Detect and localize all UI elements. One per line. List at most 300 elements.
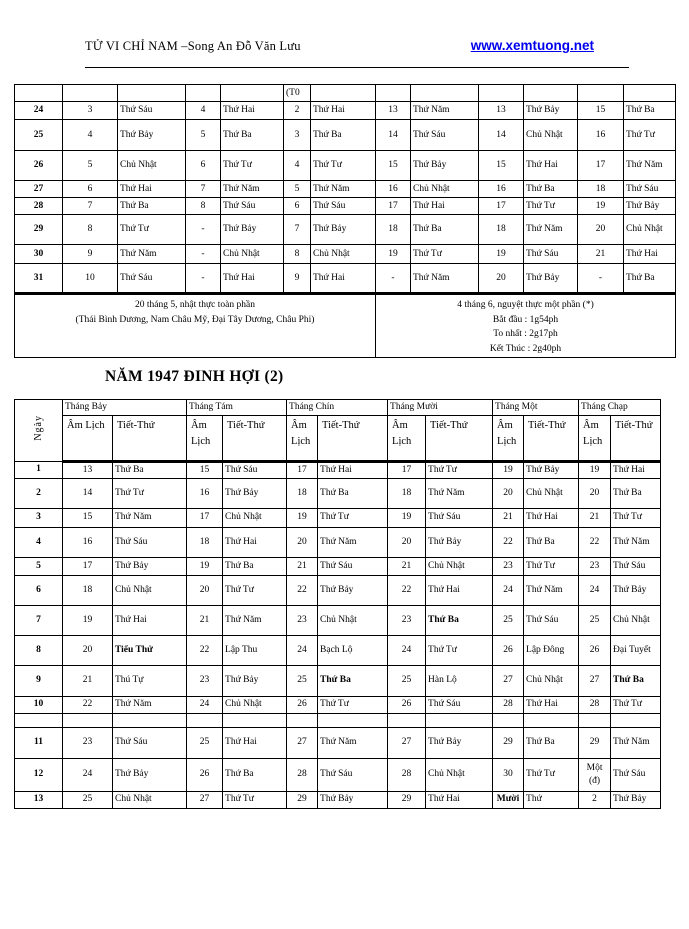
blank-header-cell [411,85,479,102]
calendar-row [15,508,661,527]
solar-eclipse-note [15,294,376,358]
lunar-date-cell: 7 [63,198,118,215]
weekday-cell: Thứ Năm [118,245,186,264]
lunar-date-cell: 7 [284,215,311,245]
calendar-row [15,461,661,478]
weekday-cell: Chủ Nhật [113,791,187,808]
weekday-cell: Thứ Năm [311,181,376,198]
calendar-row [15,264,676,294]
lunar-date-cell: 25 [388,665,426,696]
lunar-date-cell: 3 [63,102,118,120]
weekday-cell: Thứ Hai [221,264,284,294]
weekday-cell: Thứ Hai [611,461,661,478]
weekday-cell: Chủ Nhật [624,215,676,245]
lunar-column-header: Âm Lịch [287,415,318,461]
weekday-cell: Thứ Bảy [611,791,661,808]
calendar-row [15,758,661,791]
weekday-cell: Thứ Năm [318,527,388,557]
weekday-cell: Thứ Bảy [113,557,187,575]
term-column-header: Tiết-Thứ [223,415,287,461]
lunar-date-cell: 14 [63,478,113,508]
lunar-date-cell: 23 [579,557,611,575]
blank-cell [611,713,661,727]
weekday-cell: Thứ Ba [624,102,676,120]
lunar-date-cell: 27 [579,665,611,696]
lunar-date-cell: 25 [493,605,524,635]
weekday-cell: Thứ Sáu [113,527,187,557]
lunar-date-cell: 22 [287,575,318,605]
month-header: Tháng Bảy [63,400,187,416]
weekday-cell: Đại Tuyết [611,635,661,665]
lunar-date-cell: 9 [63,245,118,264]
note-line: Bắt đầu : 1g54ph [492,314,559,325]
weekday-cell: Thứ Tư [311,151,376,181]
lunar-date-cell: 28 [493,696,524,713]
calendar-row [15,727,661,758]
lunar-date-cell: 17 [578,151,624,181]
blank-cell [63,713,113,727]
weekday-cell: Chủ Nhật [118,151,186,181]
lunar-date-cell: 14 [376,120,411,151]
blank-header-cell [63,85,118,102]
day-row-label: 11 [15,727,63,758]
lunar-date-cell: 27 [187,791,223,808]
lunar-date-cell: 26 [579,635,611,665]
day-row-label: 1 [15,461,63,478]
lunar-date-cell: 24 [63,758,113,791]
lunar-date-cell: 2 [284,102,311,120]
weekday-cell: Thứ Năm [113,508,187,527]
weekday-cell: Thứ Bảy [118,120,186,151]
weekday-cell: Thú Tự [113,665,187,696]
lunar-date-cell: - [376,264,411,294]
calendar-row [15,665,661,696]
term-column-header: Tiết-Thứ [318,415,388,461]
weekday-cell: Thứ Ba [318,665,388,696]
weekday-cell: Lập Thu [223,635,287,665]
lunar-date-cell: 13 [63,461,113,478]
weekday-cell: Thứ Năm [113,696,187,713]
blank-cell [426,713,493,727]
weekday-cell: Thứ Sáu [223,461,287,478]
weekday-cell: Chủ Nhật [524,478,579,508]
weekday-cell: Chủ Nhật [221,245,284,264]
lunar-date-cell: 20 [388,527,426,557]
lunar-date-cell: 18 [388,478,426,508]
weekday-cell: Thứ Tư [611,696,661,713]
term-column-header: Tiết-Thứ [524,415,579,461]
weekday-cell: Thứ Tư [118,215,186,245]
weekday-cell: Thứ Ba [524,727,579,758]
weekday-cell: Thứ Năm [524,215,578,245]
lunar-date-cell: 21 [493,508,524,527]
weekday-cell: Chủ Nhật [426,557,493,575]
lunar-date-cell: 29 [579,727,611,758]
weekday-cell: Thứ Hai [411,198,479,215]
weekday-cell: Thứ Sáu [611,557,661,575]
lunar-date-cell: 19 [578,198,624,215]
weekday-cell: Thứ Hai [311,264,376,294]
lunar-column-header: Âm Lịch [579,415,611,461]
weekday-cell: Thứ Ba [411,215,479,245]
blank-header-cell [479,85,524,102]
weekday-cell: Thứ Hai [624,245,676,264]
note-line: Kết Thúc : 2g40ph [489,343,562,354]
weekday-cell: Thứ Tư [524,198,578,215]
lunar-date-cell: 23 [388,605,426,635]
lunar-date-cell: 10 [63,264,118,294]
lunar-date-cell: 24 [388,635,426,665]
weekday-cell: Thứ Hai [426,791,493,808]
lunar-date-cell: 21 [579,508,611,527]
calendar-row [15,791,661,808]
month-header: Tháng Tám [187,400,287,416]
weekday-cell: Thứ Năm [411,264,479,294]
lunar-date-cell: 20 [493,478,524,508]
july-december-1947-calendar-table [14,399,661,809]
blank-header-cell [118,85,186,102]
month-header: Tháng Chín [287,400,388,416]
lunar-date-cell: 28 [388,758,426,791]
lunar-date-cell: 18 [376,215,411,245]
term-column-header: Tiết-Thứ [113,415,187,461]
lunar-date-cell: - [186,264,221,294]
weekday-cell: Thứ Tư [223,791,287,808]
weekday-cell: Thứ Hai [223,727,287,758]
blank-cell [187,713,223,727]
month-header: Tháng Một [493,400,579,416]
calendar-row [15,181,676,198]
lunar-date-cell: 17 [388,461,426,478]
weekday-cell: Chủ Nhật [411,181,479,198]
blank-cell [318,713,388,727]
lunar-date-cell: 29 [388,791,426,808]
weekday-cell: Thứ Năm [611,727,661,758]
weekday-cell: Thứ Năm [318,727,388,758]
lunar-column-header: Âm Lịch [63,415,113,461]
month-header: Tháng Mười [388,400,493,416]
weekday-cell: Thứ Tư [426,635,493,665]
weekday-cell: Thứ Ba [624,264,676,294]
weekday-cell: Chủ Nhật [524,120,578,151]
weekday-cell: Thứ Bảy [624,198,676,215]
lunar-date-cell: 23 [187,665,223,696]
lunar-date-cell: 19 [287,508,318,527]
lunar-date-cell: 2 [579,791,611,808]
weekday-cell: Thứ Sáu [426,508,493,527]
calendar-row [15,102,676,120]
weekday-cell: Thứ Hai [524,508,579,527]
weekday-cell: Thứ Tư [318,696,388,713]
calendar-row [15,120,676,151]
lunar-date-cell: 24 [493,575,524,605]
weekday-cell: Thứ Ba [524,527,579,557]
day-row-label: 2 [15,478,63,508]
lunar-date-cell: - [186,215,221,245]
lunar-column-header: Âm Lịch [187,415,223,461]
lunar-date-cell: Mười [493,791,524,808]
calendar-row [15,635,661,665]
weekday-cell: Thứ Bảy [524,264,578,294]
day-row-label: 13 [15,791,63,808]
lunar-date-cell: 18 [63,575,113,605]
lunar-date-cell: 25 [579,605,611,635]
lunar-date-cell: 24 [187,696,223,713]
weekday-cell: Chủ Nhật [318,605,388,635]
blank-header-cell [524,85,578,102]
date-row-label: 25 [15,120,63,151]
weekday-cell: Thứ Tư [611,508,661,527]
page-header [85,38,594,54]
weekday-cell: Thứ Tư [524,758,579,791]
note-line: (Thái Bình Dương, Nam Châu Mỹ, Đại Tây Dương, Châu Phi) [75,314,315,325]
spacer-row [15,713,661,727]
website-link[interactable]: www.xemtuong.net [470,38,594,53]
lunar-date-cell: 22 [579,527,611,557]
calendar-row [15,575,661,605]
may-june-1947-calendar-table [14,84,676,358]
blank-header-cell [578,85,624,102]
day-row-label: 7 [15,605,63,635]
lunar-date-cell: 27 [388,727,426,758]
lunar-column-header: Âm Lịch [493,415,524,461]
weekday-cell: Thứ Sáu [411,120,479,151]
lunar-date-cell: 8 [186,198,221,215]
lunar-date-cell: 22 [63,696,113,713]
calendar-row [15,215,676,245]
date-row-label: 29 [15,215,63,245]
blank-cell [579,713,611,727]
lunar-date-cell: 19 [479,245,524,264]
lunar-date-cell: 28 [579,696,611,713]
lunar-date-cell: 17 [376,198,411,215]
month-header: Tháng Chạp [579,400,661,416]
lunar-date-cell: 5 [284,181,311,198]
lunar-date-cell: 25 [287,665,318,696]
blank-cell [113,713,187,727]
blank-cell [287,713,318,727]
weekday-cell: Thứ Tư [524,557,579,575]
lunar-date-cell: - [578,264,624,294]
calendar-row [15,198,676,215]
day-row-label [15,713,63,727]
lunar-date-cell: 19 [376,245,411,264]
term-column-header: Tiết-Thứ [426,415,493,461]
weekday-cell: Thứ Sáu [426,696,493,713]
day-row-label: 4 [15,527,63,557]
blank-cell [223,713,287,727]
lunar-date-cell: 8 [63,215,118,245]
blank-cell [493,713,524,727]
weekday-cell: Thứ Ba [118,198,186,215]
weekday-cell: Thứ Bảy [524,102,578,120]
weekday-cell: Thứ Năm [426,478,493,508]
weekday-cell: Thứ Tư [624,120,676,151]
lunar-date-cell: 23 [63,727,113,758]
note-line: To nhất : 2g17ph [493,329,558,339]
weekday-cell: Thứ Hai [524,696,579,713]
lunar-date-cell: 20 [578,215,624,245]
lunar-date-cell: 15 [63,508,113,527]
day-row-label: 5 [15,557,63,575]
lunar-date-cell: Một (đ) [579,758,611,791]
lunar-date-cell: 17 [479,198,524,215]
day-row-label: 12 [15,758,63,791]
calendar-row [15,245,676,264]
lunar-date-cell: 17 [287,461,318,478]
lunar-date-cell: 16 [63,527,113,557]
weekday-cell: Thứ Ba [113,461,187,478]
lunar-date-cell: 6 [284,198,311,215]
weekday-cell: Thứ Sáu [118,102,186,120]
lunar-date-cell: 16 [187,478,223,508]
weekday-cell: Thứ Sáu [311,198,376,215]
weekday-cell: Thứ Hai [221,102,284,120]
lunar-date-cell: 8 [284,245,311,264]
weekday-cell: Thứ Ba [223,758,287,791]
weekday-cell: Thứ Hai [223,527,287,557]
blank-header-cell [221,85,284,102]
lunar-date-cell: - [186,245,221,264]
weekday-cell: Thứ Bảy [113,758,187,791]
lunar-eclipse-note [376,294,676,358]
blank-cell [388,713,426,727]
weekday-cell: Thứ Bảy [223,478,287,508]
lunar-date-cell: 23 [287,605,318,635]
weekday-cell: Thứ Tư [223,575,287,605]
weekday-cell: Thứ Hai [311,102,376,120]
lunar-date-cell: 25 [187,727,223,758]
lunar-date-cell: 4 [63,120,118,151]
document-title: TỬ VI CHỈ NAM –Song An Đỗ Văn Lưu [85,39,301,53]
weekday-cell: Chủ Nhật [223,696,287,713]
weekday-cell: Chủ Nhật [311,245,376,264]
weekday-cell: Thứ Sáu [624,181,676,198]
weekday-cell: Thứ Sáu [113,727,187,758]
weekday-cell: Chủ Nhật [524,665,579,696]
lunar-date-cell: 5 [63,151,118,181]
document-page [0,38,689,929]
weekday-cell: Chủ Nhật [426,758,493,791]
weekday-cell: Thứ Hai [426,575,493,605]
lunar-date-cell: 9 [284,264,311,294]
date-row-label: 28 [15,198,63,215]
lunar-date-cell: 28 [287,758,318,791]
lunar-date-cell: 15 [187,461,223,478]
lunar-column-header: Âm Lịch [388,415,426,461]
lunar-date-cell: 25 [63,791,113,808]
weekday-cell: Tiểu Thử [113,635,187,665]
weekday-cell: Thứ Bảy [318,575,388,605]
blank-header-cell [15,85,63,102]
lunar-date-cell: 26 [287,696,318,713]
lunar-date-cell: 15 [479,151,524,181]
date-row-label: 27 [15,181,63,198]
weekday-cell: Lập Đông [524,635,579,665]
weekday-cell: Thứ Tư [113,478,187,508]
lunar-date-cell: 22 [187,635,223,665]
weekday-cell: Thứ Năm [611,527,661,557]
corner-note-cell: (T0 [284,85,311,102]
lunar-date-cell: 16 [479,181,524,198]
day-row-label: 3 [15,508,63,527]
weekday-cell: Thứ Năm [624,151,676,181]
weekday-cell: Thứ Ba [524,181,578,198]
lunar-date-cell: 17 [63,557,113,575]
lunar-date-cell: 26 [388,696,426,713]
date-row-label: 24 [15,102,63,120]
weekday-cell: Thứ Bảy [611,575,661,605]
lunar-date-cell: 29 [493,727,524,758]
lunar-date-cell: 20 [479,264,524,294]
weekday-cell: Thứ Tư [426,461,493,478]
lunar-date-cell: 20 [287,527,318,557]
lunar-date-cell: 15 [376,151,411,181]
calendar-row [15,605,661,635]
lunar-date-cell: 22 [493,527,524,557]
weekday-cell: Thứ Bảy [411,151,479,181]
weekday-cell: Thứ Sáu [524,605,579,635]
weekday-cell: Thứ Sáu [318,557,388,575]
day-row-label: 9 [15,665,63,696]
calendar-row [15,478,661,508]
weekday-cell: Thứ Ba [221,120,284,151]
weekday-cell: Thứ Ba [426,605,493,635]
lunar-date-cell: 21 [388,557,426,575]
lunar-date-cell: 3 [284,120,311,151]
lunar-date-cell: 16 [578,120,624,151]
lunar-date-cell: 18 [578,181,624,198]
lunar-date-cell: 21 [187,605,223,635]
weekday-cell: Thứ Sáu [118,264,186,294]
lunar-date-cell: 19 [388,508,426,527]
blank-header-cell [186,85,221,102]
weekday-cell: Thứ Tư [221,151,284,181]
weekday-cell: Thứ Sáu [611,758,661,791]
lunar-date-cell: 21 [63,665,113,696]
lunar-date-cell: 26 [187,758,223,791]
weekday-cell: Thứ Ba [318,478,388,508]
weekday-cell: Thứ Năm [524,575,579,605]
blank-header-cell [311,85,376,102]
lunar-date-cell: 19 [493,461,524,478]
weekday-cell: Thứ Ba [223,557,287,575]
lunar-date-cell: 13 [376,102,411,120]
blank-header-cell [376,85,411,102]
calendar-row [15,151,676,181]
weekday-cell: Thứ Hai [318,461,388,478]
lunar-date-cell: 21 [578,245,624,264]
weekday-cell: Thứ Tư [411,245,479,264]
weekday-cell: Thứ Ba [611,665,661,696]
weekday-cell: Thứ Sáu [318,758,388,791]
weekday-cell: Hàn Lộ [426,665,493,696]
weekday-cell: Thứ Bảy [223,665,287,696]
day-column-label-text: Ngày [32,415,44,441]
blank-cell [524,713,579,727]
lunar-date-cell: 18 [187,527,223,557]
lunar-date-cell: 20 [187,575,223,605]
weekday-cell: Thứ Sáu [221,198,284,215]
lunar-date-cell: 27 [493,665,524,696]
weekday-cell: Thứ [524,791,579,808]
note-line: 4 tháng 6, nguyệt thực một phần (*) [457,300,594,310]
weekday-cell: Chủ Nhật [223,508,287,527]
date-row-label: 31 [15,264,63,294]
day-row-label: 8 [15,635,63,665]
weekday-cell: Thứ Tư [318,508,388,527]
blank-header-cell [624,85,676,102]
